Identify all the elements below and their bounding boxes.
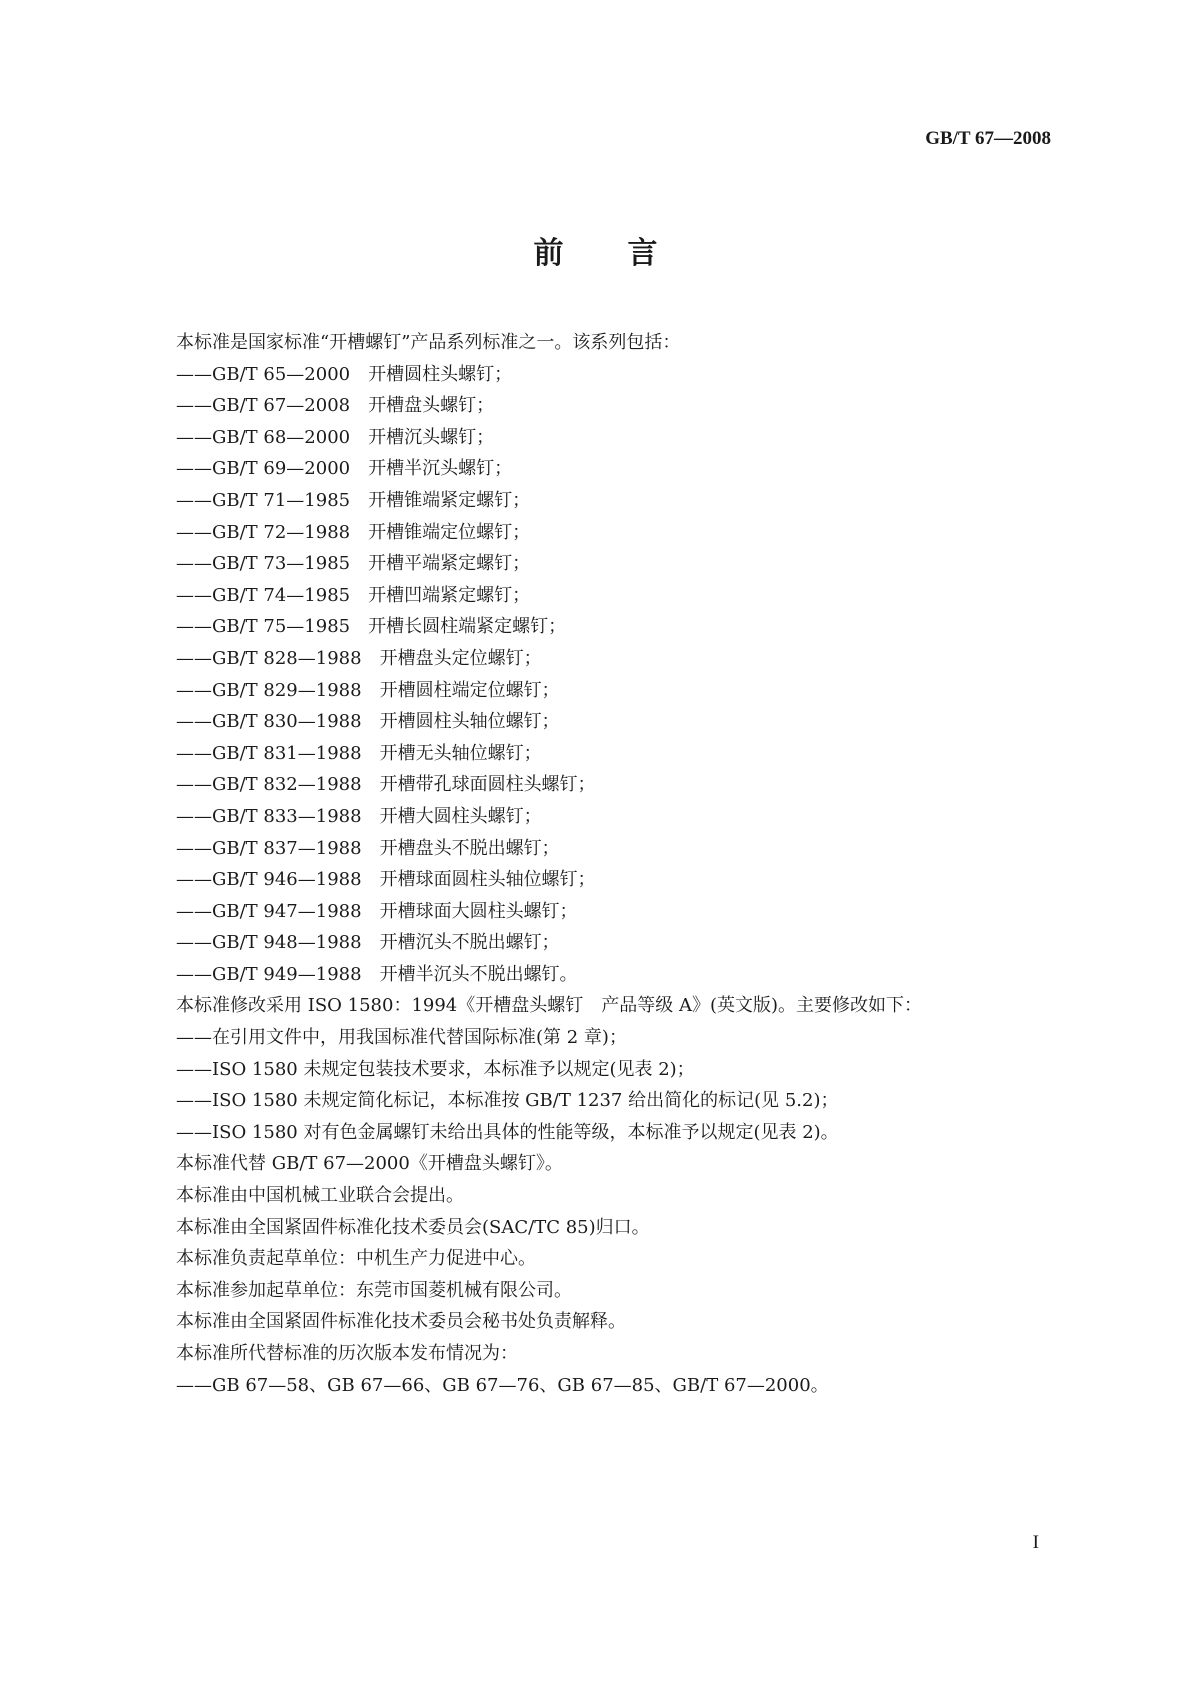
text-line: ——GB/T 830—1988 开槽圆柱头轴位螺钉； bbox=[176, 711, 560, 733]
text-line: 本标准由全国紧固件标准化技术委员会(SAC/TC 85)归口。 bbox=[176, 1216, 650, 1238]
text-line: ——ISO 1580 未规定包装技术要求，本标准予以规定(见表 2)； bbox=[176, 1058, 695, 1080]
text-line: ——GB/T 837—1988 开槽盘头不脱出螺钉； bbox=[176, 837, 560, 859]
text-line: ——GB/T 65—2000 开槽圆柱头螺钉； bbox=[176, 363, 513, 385]
text-line: 本标准是国家标准“开槽螺钉”产品系列标准之一。该系列包括： bbox=[176, 332, 681, 353]
text-line: 本标准所代替标准的历次版本发布情况为： bbox=[176, 1343, 518, 1364]
text-line: ——ISO 1580 对有色金属螺钉未给出具体的性能等级，本标准予以规定(见表 2)。 bbox=[176, 1121, 839, 1143]
text-line: ——GB/T 948—1988 开槽沉头不脱出螺钉； bbox=[176, 932, 560, 954]
page-number: I bbox=[1032, 1532, 1039, 1553]
text-line: ——GB/T 831—1988 开槽无头轴位螺钉； bbox=[176, 742, 542, 764]
text-line: 本标准参加起草单位：东莞市国菱机械有限公司。 bbox=[176, 1279, 572, 1301]
document-code: GB/T 67—2008 bbox=[925, 128, 1051, 149]
text-line: ——GB/T 828—1988 开槽盘头定位螺钉； bbox=[176, 647, 542, 669]
text-line: 本标准代替 GB/T 67—2000《开槽盘头螺钉》。 bbox=[176, 1153, 563, 1175]
page-title: 前言 bbox=[533, 236, 722, 271]
text-line: ——GB/T 949—1988 开槽半沉头不脱出螺钉。 bbox=[176, 963, 578, 985]
text-line: 本标准负责起草单位：中机生产力促进中心。 bbox=[176, 1248, 536, 1270]
text-line: ——GB/T 833—1988 开槽大圆柱头螺钉； bbox=[176, 805, 542, 827]
text-line: ——GB/T 68—2000 开槽沉头螺钉； bbox=[176, 426, 495, 448]
text-line: ——GB/T 947—1988 开槽球面大圆柱头螺钉； bbox=[176, 900, 578, 922]
text-line: ——GB/T 71—1985 开槽锥端紧定螺钉； bbox=[176, 489, 531, 511]
text-line: ——GB/T 72—1988 开槽锥端定位螺钉； bbox=[176, 521, 531, 543]
text-line: 本标准修改采用 ISO 1580：1994《开槽盘头螺钉 产品等级 A》(英文版)。主要修改如下： bbox=[176, 995, 923, 1017]
text-line: ——GB 67—58、GB 67—66、GB 67—76、GB 67—85、GB/T 67—2000。 bbox=[176, 1374, 829, 1396]
text-line: ——在引用文件中，用我国标准代替国际标准(第 2 章)； bbox=[176, 1027, 627, 1049]
text-line: ——GB/T 946—1988 开槽球面圆柱头轴位螺钉； bbox=[176, 869, 596, 891]
text-line: 本标准由全国紧固件标准化技术委员会秘书处负责解释。 bbox=[176, 1311, 626, 1333]
text-line: ——ISO 1580 未规定简化标记，本标准按 GB/T 1237 给出简化的标记(见 5.2)； bbox=[176, 1090, 839, 1112]
foreword-body bbox=[176, 327, 1076, 1401]
text-line: ——GB/T 67—2008 开槽盘头螺钉； bbox=[176, 395, 495, 417]
text-line: ——GB/T 832—1988 开槽带孔球面圆柱头螺钉； bbox=[176, 774, 596, 796]
text-line: ——GB/T 73—1985 开槽平端紧定螺钉； bbox=[176, 553, 531, 575]
text-line: ——GB/T 829—1988 开槽圆柱端定位螺钉； bbox=[176, 679, 560, 701]
text-line: 本标准由中国机械工业联合会提出。 bbox=[176, 1185, 464, 1207]
text-line: ——GB/T 69—2000 开槽半沉头螺钉； bbox=[176, 458, 513, 480]
text-line: ——GB/T 75—1985 开槽长圆柱端紧定螺钉； bbox=[176, 616, 567, 638]
text-line: ——GB/T 74—1985 开槽凹端紧定螺钉； bbox=[176, 584, 531, 606]
